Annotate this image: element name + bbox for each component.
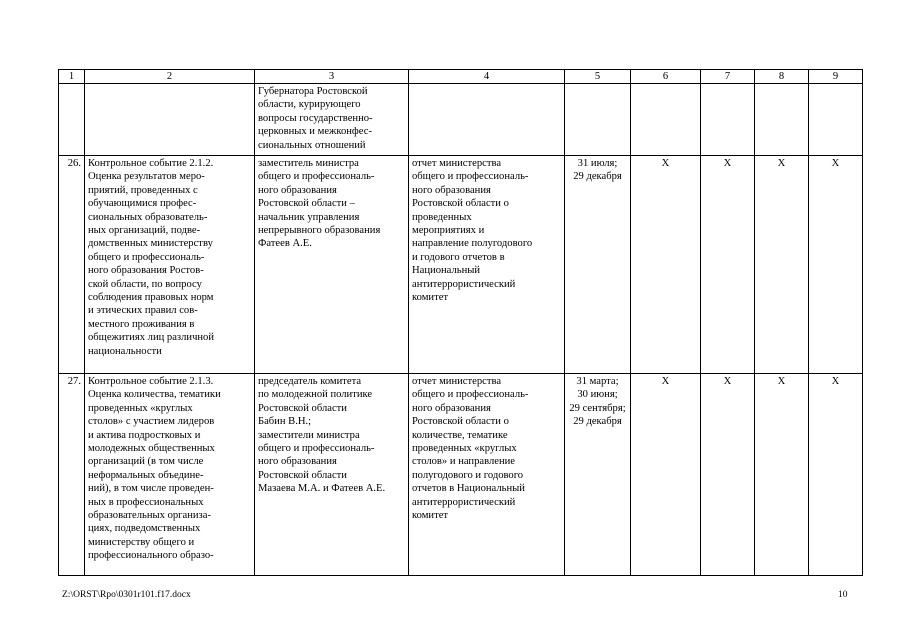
result-cell [409,84,565,156]
row-number: 27. [59,374,85,576]
mark-cell: Х [809,156,863,374]
event-cell: Контрольное событие 2.1.2. Оценка результатов меро- приятий, проведенных с обучающимися профес- сиональных образователь- ных организаций, подве- домственных министерству общего и профессиональ- ного образования Ростов- ской области, по вопросу соблюдения правовых норм и этических правил сов- местного проживания в общежитиях лиц различной национальности [85,156,255,374]
page-number: 10 [838,590,848,600]
responsible-cell: председатель комитета по молодежной политике Ростовской области Бабин В.Н.; заместители министра общего и профессиональ- ного образования Ростовской области Мазаева М.А. и Фатеев А.Е. [255,374,409,576]
header-cell: 4 [409,70,565,84]
dates-cell [565,84,631,156]
file-path: Z:\ORST\Rpo\0301r101.f17.docx [62,590,191,600]
mark-cell: Х [755,374,809,576]
mark-cell: Х [809,374,863,576]
mark-cell: Х [631,156,701,374]
plan-table [58,69,863,576]
header-cell: 9 [809,70,863,84]
mark-cell [755,84,809,156]
table-header-row [59,70,863,84]
mark-cell: Х [755,156,809,374]
row-number: 26. [59,156,85,374]
row-number [59,84,85,156]
dates-cell: 31 июля; 29 декабря [565,156,631,374]
table-row [59,374,863,576]
mark-cell: Х [701,374,755,576]
header-cell: 3 [255,70,409,84]
header-cell: 8 [755,70,809,84]
result-cell: отчет министерства общего и профессиональ- ного образования Ростовской области о проведенных мероприятиях и направление полугодового и годового отчетов в Национальный антитеррористический комитет [409,156,565,374]
table-row [59,84,863,156]
result-cell: отчет министерства общего и профессиональ- ного образования Ростовской области о количестве, тематике проведенных «круглых столов» и направление полугодового и годового отчетов в Национальный антитеррористический комитет [409,374,565,576]
header-cell: 5 [565,70,631,84]
event-cell [85,84,255,156]
mark-cell: Х [701,156,755,374]
mark-cell [631,84,701,156]
header-cell: 6 [631,70,701,84]
responsible-cell: Губернатора Ростовской области, курирующего вопросы государственно- церковных и межконфес- сиональных отношений [255,84,409,156]
mark-cell: Х [631,374,701,576]
header-cell: 1 [59,70,85,84]
header-cell: 2 [85,70,255,84]
header-cell: 7 [701,70,755,84]
responsible-cell: заместитель министра общего и профессиональ- ного образования Ростовской области – начальник управления непрерывного образования Фатеев А.Е. [255,156,409,374]
table-row [59,156,863,374]
dates-cell: 31 марта; 30 июня; 29 сентября; 29 декабря [565,374,631,576]
mark-cell [701,84,755,156]
mark-cell [809,84,863,156]
event-cell: Контрольное событие 2.1.3. Оценка количества, тематики проведенных «круглых столов» с участием лидеров и актива подростковых и молодежных общественных организаций (в том числе неформальных объедине- ний), в том числе проведен- ных в профессиональных образовательных организа- циях, подведомственных министерству общего и профессионального образо- [85,374,255,576]
